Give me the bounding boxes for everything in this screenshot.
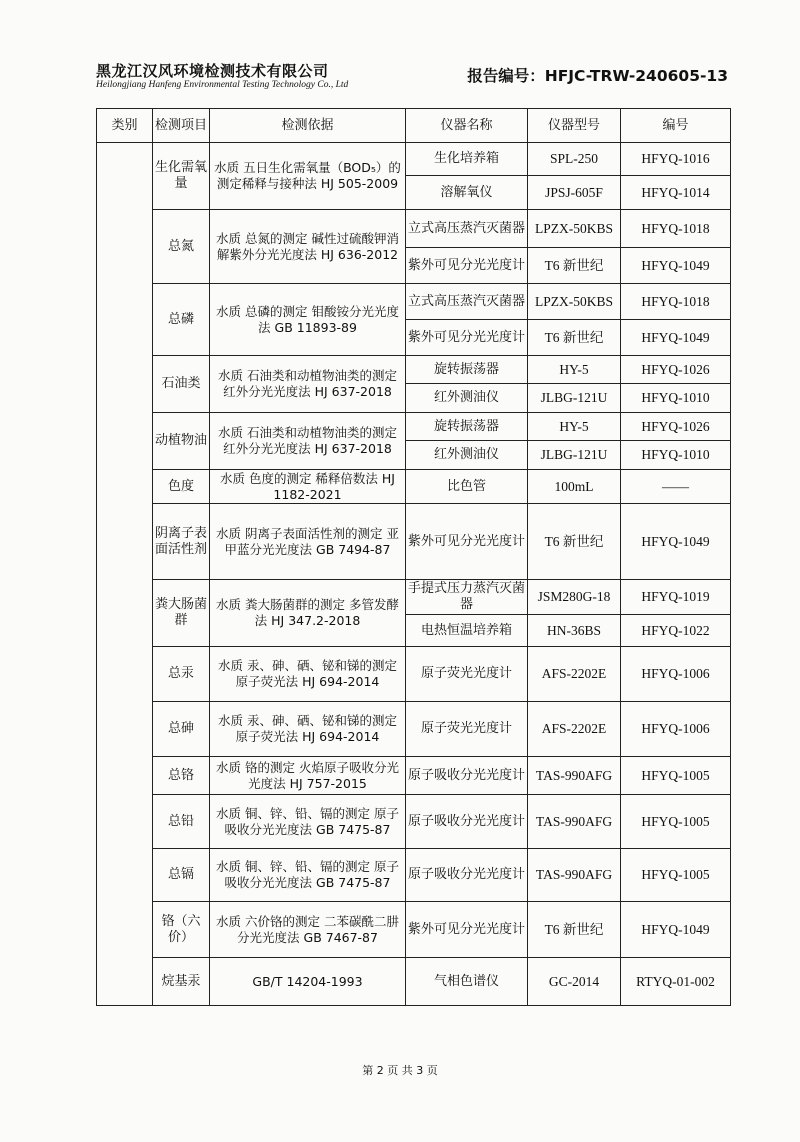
instrument-code-cell: HFYQ-1016 bbox=[621, 143, 731, 176]
test-item-cell: 动植物油 bbox=[153, 413, 210, 470]
test-basis-cell: 水质 五日生化需氧量（BOD₅）的测定稀释与接种法 HJ 505-2009 bbox=[210, 143, 406, 210]
test-item-cell: 总砷 bbox=[153, 702, 210, 757]
instrument-name-cell: 比色管 bbox=[406, 470, 528, 504]
instrument-model-cell: T6 新世纪 bbox=[528, 320, 621, 356]
test-basis-cell: 水质 铬的测定 火焰原子吸收分光光度法 HJ 757-2015 bbox=[210, 757, 406, 795]
test-item-cell: 总汞 bbox=[153, 647, 210, 702]
instrument-model-cell: HN-36BS bbox=[528, 615, 621, 647]
instrument-model-cell: LPZX-50KBS bbox=[528, 284, 621, 320]
table-row bbox=[97, 356, 731, 384]
instrument-model-cell: AFS-2202E bbox=[528, 702, 621, 757]
table-row bbox=[97, 702, 731, 757]
instrument-name-cell: 红外测油仪 bbox=[406, 384, 528, 413]
instrument-model-cell: HY-5 bbox=[528, 356, 621, 384]
table-row bbox=[97, 849, 731, 902]
instrument-name-cell: 电热恒温培养箱 bbox=[406, 615, 528, 647]
col-header-code: 编号 bbox=[621, 109, 731, 143]
test-item-cell: 总磷 bbox=[153, 284, 210, 356]
col-header-model: 仪器型号 bbox=[528, 109, 621, 143]
test-item-cell: 总镉 bbox=[153, 849, 210, 902]
instrument-name-cell: 旋转振荡器 bbox=[406, 356, 528, 384]
instrument-model-cell: 100mL bbox=[528, 470, 621, 504]
table-row bbox=[97, 958, 731, 1006]
instrument-name-cell: 紫外可见分光光度计 bbox=[406, 248, 528, 284]
test-basis-cell: GB/T 14204-1993 bbox=[210, 958, 406, 1006]
instrument-name-cell: 紫外可见分光光度计 bbox=[406, 902, 528, 958]
report-header bbox=[96, 60, 728, 100]
test-basis-cell: 水质 铜、锌、铅、镉的测定 原子吸收分光光度法 GB 7475-87 bbox=[210, 795, 406, 849]
instrument-code-cell: HFYQ-1049 bbox=[621, 248, 731, 284]
test-basis-cell: 水质 汞、砷、硒、铋和锑的测定 原子荧光法 HJ 694-2014 bbox=[210, 702, 406, 757]
col-header-instrument: 仪器名称 bbox=[406, 109, 528, 143]
instrument-code-cell: HFYQ-1019 bbox=[621, 580, 731, 615]
col-header-item: 检测项目 bbox=[153, 109, 210, 143]
table-body bbox=[97, 143, 731, 1006]
instrument-code-cell: HFYQ-1049 bbox=[621, 902, 731, 958]
instrument-code-cell: HFYQ-1018 bbox=[621, 284, 731, 320]
instrument-code-cell: HFYQ-1006 bbox=[621, 702, 731, 757]
instrument-name-cell: 立式高压蒸汽灭菌器 bbox=[406, 210, 528, 248]
instrument-model-cell: AFS-2202E bbox=[528, 647, 621, 702]
test-basis-cell: 水质 铜、锌、铅、镉的测定 原子吸收分光光度法 GB 7475-87 bbox=[210, 849, 406, 902]
testing-methods-table bbox=[96, 108, 731, 1006]
col-header-category: 类别 bbox=[97, 109, 153, 143]
instrument-name-cell: 原子吸收分光光度计 bbox=[406, 757, 528, 795]
instrument-model-cell: SPL-250 bbox=[528, 143, 621, 176]
instrument-name-cell: 原子荧光光度计 bbox=[406, 647, 528, 702]
instrument-code-cell: HFYQ-1010 bbox=[621, 441, 731, 470]
instrument-model-cell: GC-2014 bbox=[528, 958, 621, 1006]
test-basis-cell: 水质 粪大肠菌群的测定 多管发酵法 HJ 347.2-2018 bbox=[210, 580, 406, 647]
instrument-name-cell: 原子吸收分光光度计 bbox=[406, 795, 528, 849]
test-item-cell: 总铅 bbox=[153, 795, 210, 849]
instrument-model-cell: HY-5 bbox=[528, 413, 621, 441]
table-row bbox=[97, 580, 731, 615]
table-row bbox=[97, 504, 731, 580]
instrument-model-cell: T6 新世纪 bbox=[528, 248, 621, 284]
instrument-code-cell: HFYQ-1018 bbox=[621, 210, 731, 248]
instrument-name-cell: 原子吸收分光光度计 bbox=[406, 849, 528, 902]
test-basis-cell: 水质 阴离子表面活性剂的测定 亚甲蓝分光光度法 GB 7494-87 bbox=[210, 504, 406, 580]
company-name-en: Heilongjiang Hanfeng Environmental Testing Technology Co., Ltd bbox=[96, 80, 349, 90]
instrument-code-cell: HFYQ-1014 bbox=[621, 176, 731, 210]
instrument-model-cell: JSM280G-18 bbox=[528, 580, 621, 615]
company-name-cn: 黑龙江汉风环境检测技术有限公司 bbox=[96, 62, 329, 80]
test-item-cell: 石油类 bbox=[153, 356, 210, 413]
instrument-model-cell: JPSJ-605F bbox=[528, 176, 621, 210]
table-row bbox=[97, 902, 731, 958]
category-cell bbox=[97, 143, 153, 1006]
instrument-model-cell: TAS-990AFG bbox=[528, 757, 621, 795]
instrument-model-cell: TAS-990AFG bbox=[528, 795, 621, 849]
instrument-name-cell: 溶解氧仪 bbox=[406, 176, 528, 210]
instrument-name-cell: 紫外可见分光光度计 bbox=[406, 504, 528, 580]
instrument-model-cell: T6 新世纪 bbox=[528, 504, 621, 580]
instrument-model-cell: T6 新世纪 bbox=[528, 902, 621, 958]
instrument-code-cell: HFYQ-1006 bbox=[621, 647, 731, 702]
instrument-name-cell: 红外测油仪 bbox=[406, 441, 528, 470]
test-basis-cell: 水质 六价铬的测定 二苯碳酰二肼分光光度法 GB 7467-87 bbox=[210, 902, 406, 958]
instrument-code-cell: HFYQ-1005 bbox=[621, 849, 731, 902]
test-basis-cell: 水质 总氮的测定 碱性过硫酸钾消解紫外分光光度法 HJ 636-2012 bbox=[210, 210, 406, 284]
test-item-cell: 总铬 bbox=[153, 757, 210, 795]
instrument-code-cell: HFYQ-1049 bbox=[621, 504, 731, 580]
test-basis-cell: 水质 石油类和动植物油类的测定 红外分光光度法 HJ 637-2018 bbox=[210, 356, 406, 413]
instrument-model-cell: TAS-990AFG bbox=[528, 849, 621, 902]
instrument-name-cell: 气相色谱仪 bbox=[406, 958, 528, 1006]
test-basis-cell: 水质 总磷的测定 钼酸铵分光光度法 GB 11893-89 bbox=[210, 284, 406, 356]
instrument-code-cell: HFYQ-1026 bbox=[621, 356, 731, 384]
instrument-name-cell: 立式高压蒸汽灭菌器 bbox=[406, 284, 528, 320]
test-item-cell: 铬（六价） bbox=[153, 902, 210, 958]
test-basis-cell: 水质 汞、砷、硒、铋和锑的测定 原子荧光法 HJ 694-2014 bbox=[210, 647, 406, 702]
instrument-model-cell: JLBG-121U bbox=[528, 384, 621, 413]
instrument-code-cell: HFYQ-1026 bbox=[621, 413, 731, 441]
instrument-code-cell: HFYQ-1005 bbox=[621, 757, 731, 795]
instrument-code-cell: HFYQ-1010 bbox=[621, 384, 731, 413]
instrument-code-cell: —— bbox=[621, 470, 731, 504]
instrument-name-cell: 紫外可见分光光度计 bbox=[406, 320, 528, 356]
test-basis-cell: 水质 石油类和动植物油类的测定 红外分光光度法 HJ 637-2018 bbox=[210, 413, 406, 470]
test-item-cell: 生化需氧量 bbox=[153, 143, 210, 210]
instrument-code-cell: HFYQ-1005 bbox=[621, 795, 731, 849]
test-basis-cell: 水质 色度的测定 稀释倍数法 HJ 1182-2021 bbox=[210, 470, 406, 504]
test-item-cell: 总氮 bbox=[153, 210, 210, 284]
instrument-name-cell: 原子荧光光度计 bbox=[406, 702, 528, 757]
test-item-cell: 粪大肠菌群 bbox=[153, 580, 210, 647]
instrument-model-cell: JLBG-121U bbox=[528, 441, 621, 470]
table-row bbox=[97, 470, 731, 504]
table-row bbox=[97, 647, 731, 702]
instrument-code-cell: HFYQ-1022 bbox=[621, 615, 731, 647]
instrument-code-cell: RTYQ-01-002 bbox=[621, 958, 731, 1006]
instrument-code-cell: HFYQ-1049 bbox=[621, 320, 731, 356]
instrument-name-cell: 生化培养箱 bbox=[406, 143, 528, 176]
table-row bbox=[97, 413, 731, 441]
test-item-cell: 阴离子表面活性剂 bbox=[153, 504, 210, 580]
test-item-cell: 烷基汞 bbox=[153, 958, 210, 1006]
table-row bbox=[97, 795, 731, 849]
table-row bbox=[97, 757, 731, 795]
col-header-basis: 检测依据 bbox=[210, 109, 406, 143]
instrument-name-cell: 旋转振荡器 bbox=[406, 413, 528, 441]
table-row bbox=[97, 210, 731, 248]
table-header-row bbox=[97, 109, 731, 143]
report-number: 报告编号：HFJC-TRW-240605-13 bbox=[467, 67, 728, 85]
page-number: 第 2 页 共 3 页 bbox=[362, 1064, 438, 1077]
table-row bbox=[97, 284, 731, 320]
test-item-cell: 色度 bbox=[153, 470, 210, 504]
instrument-name-cell: 手提式压力蒸汽灭菌器 bbox=[406, 580, 528, 615]
table-row bbox=[97, 143, 731, 176]
instrument-model-cell: LPZX-50KBS bbox=[528, 210, 621, 248]
